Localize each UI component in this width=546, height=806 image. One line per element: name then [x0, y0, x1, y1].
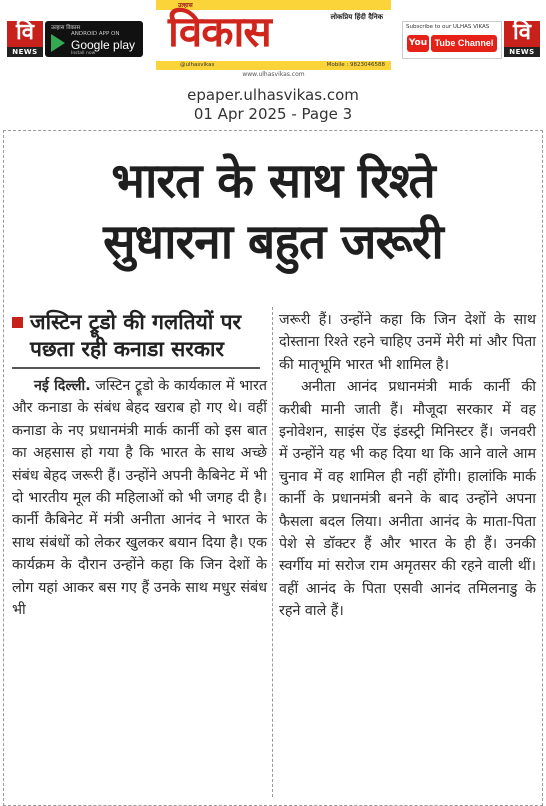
article-clipping: [3, 130, 543, 806]
article-column-right: [279, 309, 536, 623]
badge-letter: वि: [16, 20, 34, 45]
masthead-sub-title: उल्हास: [178, 2, 193, 9]
headline-line-1: भारत के साथ रिश्ते: [111, 153, 435, 209]
youtube-icon: You: [407, 35, 429, 52]
article-subheadline: [12, 309, 267, 363]
youtube-subscribe-text: Subscribe to our ULHAS VIKAS: [406, 24, 490, 30]
dateline: नई दिल्ली.: [34, 378, 91, 394]
badge-letter: वि: [513, 20, 531, 45]
youtube-channel-label: Tube Channel: [431, 35, 497, 52]
article-body-left: [12, 375, 267, 621]
left-paragraph-text: जस्टिन ट्रूडो के कार्यकाल में भारत और कनाडा के संबंध बेहद खराब हो गए थे। वहीं कनाडा के नए प्रधानमंत्री मार्क कार्नी को इस बात का अहसास हो गया है कि भारत के साथ अच्छे संबंध बेहद जरूरी हैं। उन्होंने अपनी कैबिनेट में भी दो भारतीय मूल की महिलाओं को भी जगह दी है। कार्नी कैबिनेट में मंत्री अनीता आनंद ने भारत के साथ संबंधों को लेकर खुलकर बयान दिया है। एक कार्यक्रम के दौरान उन्होंने कहा कि जिन देशों के लोग यहां आकर बस गए हैं उनके साथ मधुर संबंध भी: [12, 378, 267, 619]
masthead-logo[interactable]: [156, 0, 391, 82]
badge-news-label: NEWS: [7, 47, 43, 57]
epaper-url[interactable]: epaper.ulhasvikas.com: [187, 86, 359, 104]
google-play-button[interactable]: [45, 21, 143, 57]
body-paragraph: जरूरी हैं। उन्होंने कहा कि जिन देशों के साथ दोस्ताना रिश्ते रहने चाहिए उनमें मेरी मां और पिता की मातृभूमि भारत भी शामिल है।: [279, 312, 536, 373]
article-body-right: [279, 309, 536, 623]
news-badge-left[interactable]: [7, 21, 43, 57]
subheadline-rule: [12, 367, 260, 369]
newspaper-header: [0, 0, 546, 82]
masthead-mobile: Mobile : 9823046588: [326, 62, 385, 68]
article-column-left: [12, 309, 267, 621]
google-play-install: Install now: [71, 51, 96, 56]
bullet-square-icon: [12, 317, 23, 328]
masthead-social-handle: @ulhasvikas: [180, 62, 215, 68]
google-play-brand: उल्हास विकास: [51, 25, 81, 31]
article-headline: [4, 131, 542, 273]
edition-date: 01 Apr 2025 - Page 3: [193, 105, 353, 123]
body-paragraph: [12, 375, 267, 621]
google-play-label: Google play: [71, 38, 136, 52]
google-play-small-text: ANDROID APP ON: [71, 31, 120, 37]
headline-line-2: सुधारना बहुत जरूरी: [103, 214, 443, 270]
subheadline-text: जस्टिन ट्रूडो की गलतियों पर पछता रही कनाडा सरकार: [30, 310, 242, 361]
column-divider: [272, 307, 273, 797]
masthead-website: www.ulhasvikas.com: [242, 71, 305, 78]
youtube-channel-button[interactable]: [402, 21, 502, 59]
masthead-title: विकास: [168, 7, 271, 56]
news-badge-right[interactable]: [504, 21, 540, 57]
body-paragraph: अनीता आनंद प्रधानमंत्री मार्क कार्नी की करीबी मानी जाती हैं। मौजूदा सरकार में वह इनोवेशन, साइंस ऐंड इंडस्ट्री मिनिस्टर हैं। जनवरी में उन्होंने यह भी कह दिया था कि आने वाले आम चुनाव में वह शामिल ही नहीं होंगी। हालांकि मार्क कार्नी के प्रधानमंत्री बनने के बाद उन्होंने अपना फैसला बदल लिया। अनीता आनंद के माता-पिता पेशे से डॉक्टर हैं और भारत के ही हैं। उनकी स्वर्गीय मां सरोज राम अमृतसर की रहने वाली थीं। वहीं आनंद के पिता एसवी आनंद तमिलनाडु के रहने वाले हैं।: [279, 379, 536, 620]
badge-news-label: NEWS: [504, 47, 540, 57]
masthead-slogan: लोकप्रिय हिंदी दैनिक: [330, 13, 383, 21]
play-store-icon: [51, 34, 65, 52]
